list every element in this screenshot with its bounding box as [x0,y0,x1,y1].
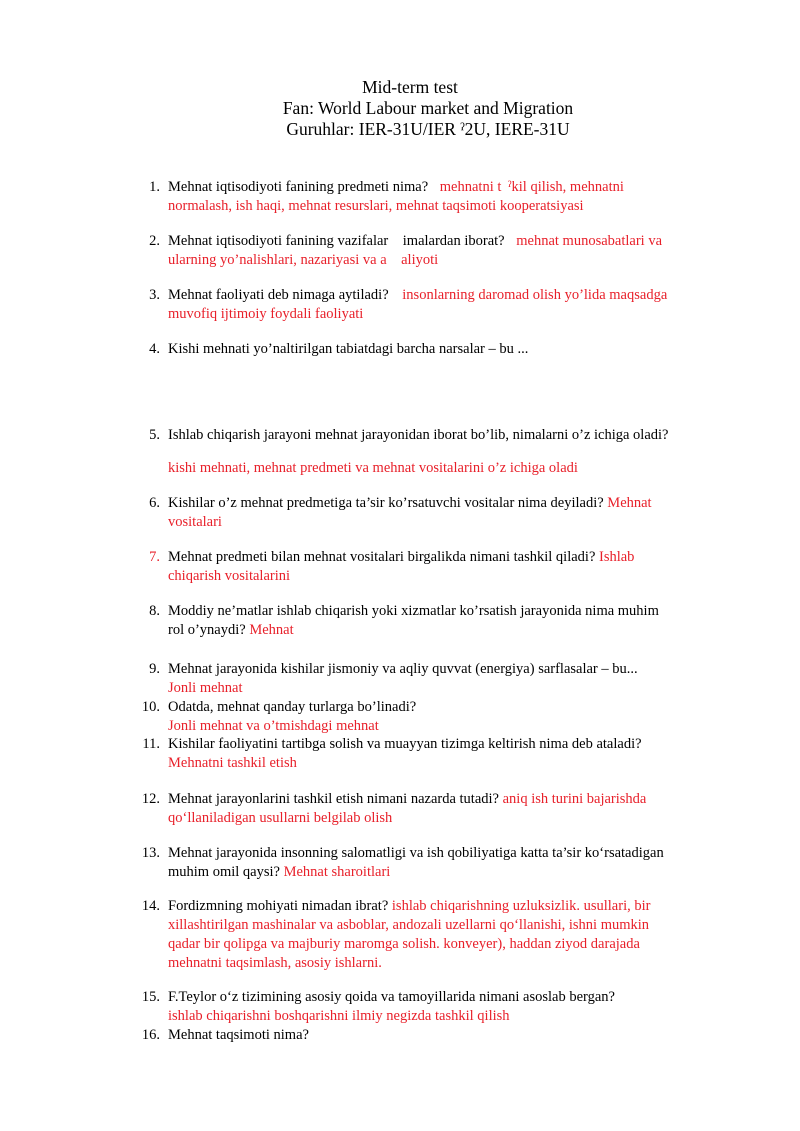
question-text: Mehnat taqsimoti nima? [168,1027,309,1043]
question-number: 2. [149,233,160,249]
subject-line: Fan: World Labour market and Migration [282,98,574,118]
question-number: 14. [141,898,160,914]
question-text: Mehnat jarayonida kishilar jismoniy va aqliy quvvat (energiya) sarflasalar – bu... [168,661,638,677]
question-text: Kishilar o’z mehnat predmetiga ta’sir ko’rsatuvchi vositalar nima deyiladi? [168,495,604,511]
answer-text: kishi mehnati, mehnat predmeti va mehnat vositalarini o’z ichiga oladi [168,460,578,476]
question-text: Kishilar faoliyatini tartibga solish va muayyan tizimga keltirish nima deb ataladi? [168,736,642,752]
question-number: 12. [141,791,160,807]
question-text: Mehnat predmeti bilan mehnat vositalari birgalikda nimani tashkil qiladi? [168,549,596,565]
answer-text: insonlarning daromad olish yo’lida maqsadga [402,287,668,303]
question-number: 13. [141,845,160,861]
answer-text: aniq ish turini bajarishda [502,791,647,807]
question-text: F.Teylor o‘z tizimining asosiy qoida va tamoyillarida nimani asoslab bergan? [168,989,615,1005]
answer-text: Mehnatni tashkil etish [168,755,297,771]
question-text: Mehnat jarayonida insonning salomatligi va ish qobiliyatiga katta ta’sir ko‘rsatadigan [168,845,664,861]
answer-text: qadar bir qolipga va majburiy maromga solish. konveyer), haddan ziyod darajada [168,936,640,952]
answer-text: Jonli mehnat [168,680,243,696]
question-text: muhim omil qaysi? [168,864,280,880]
question-text: Mehnat iqtisodiyoti fanining vazifalar imalardan iborat? [168,233,505,249]
question-number: 7. [149,549,160,565]
question-number: 11. [142,736,160,752]
question-text: Mehnat faoliyati deb nimaga aytiladi? [168,287,389,303]
question-text: Fordizmning mohiyati nimadan ibrat? [168,898,389,914]
question-number: 6. [149,495,160,511]
answer-text: mehnat munosabatlari va [516,233,663,249]
question-text: Moddiy ne’matlar ishlab chiqarish yoki xizmatlar ko’rsatish jarayonida nima muhim [168,603,659,619]
answer-text: Mehnat sharoitlari [283,864,391,880]
question-number: 3. [149,287,160,303]
question-text: Mehnat jarayonlarini tashkil etish nimani nazarda tutadi? [168,791,499,807]
answer-text: mehnatni taqsimlash, asosiy ishlarni. [168,955,382,971]
question-text: Ishlab chiqarish jarayoni mehnat jarayonidan iborat bo’lib, nimalarni o’z ichiga oladi? [168,427,669,443]
answer-text: Jonli mehnat va o’tmishdagi mehnat [168,718,379,734]
question-number: 1. [149,179,160,195]
question-number: 10. [141,699,160,715]
answer-text: qo‘llaniladigan usullarni belgilab olish [168,810,393,826]
answer-text: chiqarish vositalarini [168,568,291,584]
test-title: Mid-term test [362,77,458,97]
answer-text: mehnatni t ˀkil qilish, mehnatni [439,179,624,195]
question-number: 5. [149,427,160,443]
answer-text: ularning yo’nalishlari, nazariyasi va a aliyoti [168,252,439,268]
answer-text: ishlab chiqarishning uzluksizlik. usullari, bir [391,898,651,914]
question-number: 4. [149,341,160,357]
answer-text: vositalari [168,514,222,530]
question-text: Kishi mehnati yo’naltirilgan tabiatdagi barcha narsalar – bu ... [168,341,529,357]
answer-text: ishlab chiqarishni boshqarishni ilmiy negizda tashkil qilish [168,1008,510,1024]
question-number: 15. [141,989,160,1005]
question-number: 9. [149,661,160,677]
answer-text: normalash, ish haqi, mehnat resurslari, mehnat taqsimoti kooperatsiyasi [168,198,584,214]
answer-text: Mehnat [607,495,652,511]
question-text: rol o’ynaydi? [168,622,246,638]
answer-text: xillashtirilgan mashinalar va asboblar, andozali uzellarni qo‘llanishi, ishni mumkin [168,917,650,933]
question-number: 16. [141,1027,160,1043]
question-text: Odatda, mehnat qanday turlarga bo’linadi? [168,699,417,715]
answer-text: Ishlab [599,549,635,565]
question-number: 8. [149,603,160,619]
answer-text: muvofiq ijtimoiy foydali faoliyati [168,306,364,322]
groups-line: Guruhlar: IER-31U/IER ˀ2U, IERE-31U [286,119,570,139]
question-text: Mehnat iqtisodiyoti fanining predmeti nima? [168,179,429,195]
answer-text: Mehnat [249,622,294,638]
